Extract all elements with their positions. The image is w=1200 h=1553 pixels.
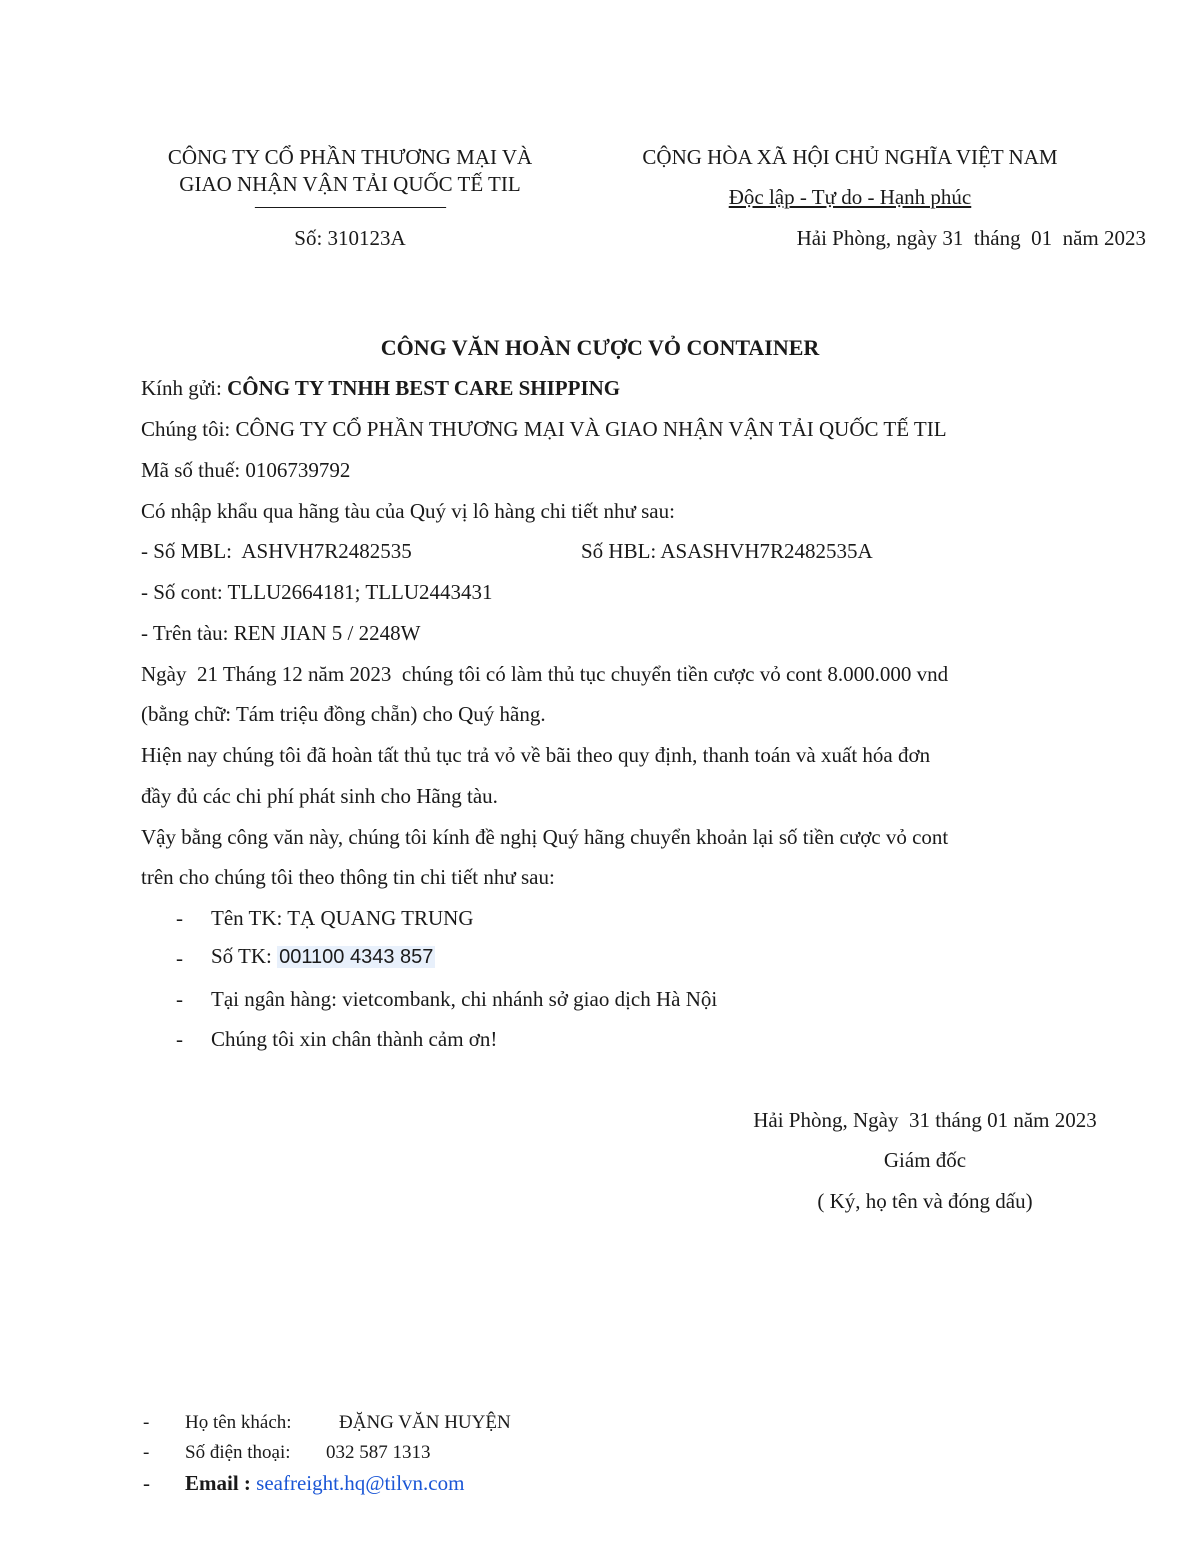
bullet-dash: - <box>176 987 183 1011</box>
mbl-number: - Số MBL: ASHVH7R2482535 <box>141 539 412 563</box>
account-name: Tên TK: TẠ QUANG TRUNG <box>211 906 474 930</box>
signature-place-date: Hải Phòng, Ngày 31 tháng 01 năm 2023 <box>753 1108 1097 1132</box>
bank-info: Tại ngân hàng: vietcombank, chi nhánh sở giao dịch Hà Nội <box>211 987 718 1011</box>
email-line <box>185 1473 464 1494</box>
customer-name-label: Họ tên khách: <box>185 1412 292 1433</box>
account-number-label: Số TK: <box>211 944 278 968</box>
phone-value: 032 587 1313 <box>326 1442 431 1463</box>
paragraph-3-line1: Vậy bằng công văn này, chúng tôi kính đề nghị Quý hãng chuyển khoản lại số tiền cược vỏ cont <box>141 825 949 849</box>
account-number-line <box>211 946 435 967</box>
bullet-dash: - <box>143 1442 150 1463</box>
nation-title: CỘNG HÒA XÃ HỘI CHỦ NGHĨA VIỆT NAM <box>642 145 1058 169</box>
paragraph-2-line2: đầy đủ các chi phí phát sinh cho Hãng tàu. <box>141 784 498 808</box>
recipient-name: CÔNG TY TNHH BEST CARE SHIPPING <box>227 376 621 400</box>
thanks-line: Chúng tôi xin chân thành cảm ơn! <box>211 1027 498 1051</box>
bullet-dash: - <box>143 1471 150 1495</box>
account-number-value[interactable]: 001100 4343 857 <box>279 946 434 968</box>
customer-name-value: ĐẶNG VĂN HUYỆN <box>339 1412 511 1433</box>
header-place-date: Hải Phòng, ngày 31 tháng 01 năm 2023 <box>796 226 1146 250</box>
paragraph-2-line1: Hiện nay chúng tôi đã hoàn tất thủ tục trả vỏ về bãi theo quy định, thanh toán và xuất hóa đơn <box>141 743 931 767</box>
email-link[interactable]: seafreight.hq@tilvn.com <box>256 1471 465 1495</box>
hbl-number: Số HBL: ASASHVH7R2482535A <box>581 539 873 563</box>
phone-label: Số điện thoại: <box>185 1442 291 1463</box>
paragraph-3-line2: trên cho chúng tôi theo thông tin chi tiết như sau: <box>141 865 555 889</box>
paragraph-1-line2: (bằng chữ: Tám triệu đồng chẵn) cho Quý hãng. <box>141 702 546 726</box>
company-divider: —————————— <box>255 195 445 217</box>
doc-number: Số: 310123A <box>294 226 406 250</box>
company-name-line2: GIAO NHẬN VẬN TẢI QUỐC TẾ TIL <box>179 172 521 196</box>
paragraph-1-line1: Ngày 21 Tháng 12 năm 2023 chúng tôi có làm thủ tục chuyển tiền cược vỏ cont 8.000.000 vnd <box>141 662 949 686</box>
recipient-line <box>141 378 620 399</box>
national-motto: Độc lập - Tự do - Hạnh phúc <box>728 185 972 209</box>
container-numbers: - Số cont: TLLU2664181; TLLU2443431 <box>141 580 493 604</box>
company-name-line1: CÔNG TY CỔ PHẦN THƯƠNG MẠI VÀ <box>167 145 533 169</box>
signature-role: Giám đốc <box>883 1148 967 1172</box>
bullet-dash: - <box>176 906 183 930</box>
document-title: CÔNG VĂN HOÀN CƯỢC VỎ CONTAINER <box>380 335 820 360</box>
bullet-dash: - <box>143 1412 150 1433</box>
shipment-intro: Có nhập khẩu qua hãng tàu của Quý vị lô hàng chi tiết như sau: <box>141 499 675 523</box>
bullet-dash: - <box>176 946 183 970</box>
email-label: Email : <box>185 1471 257 1495</box>
bullet-dash: - <box>176 1027 183 1051</box>
signature-note: ( Ký, họ tên và đóng dấu) <box>817 1189 1033 1213</box>
vessel-name: - Trên tàu: REN JIAN 5 / 2248W <box>141 621 421 645</box>
sender-line: Chúng tôi: CÔNG TY CỔ PHẦN THƯƠNG MẠI VÀ GIAO NHẬN VẬN TẢI QUỐC TẾ TIL <box>141 417 947 441</box>
recipient-label: Kính gửi: <box>141 376 228 400</box>
tax-code: Mã số thuế: 0106739792 <box>141 458 351 482</box>
